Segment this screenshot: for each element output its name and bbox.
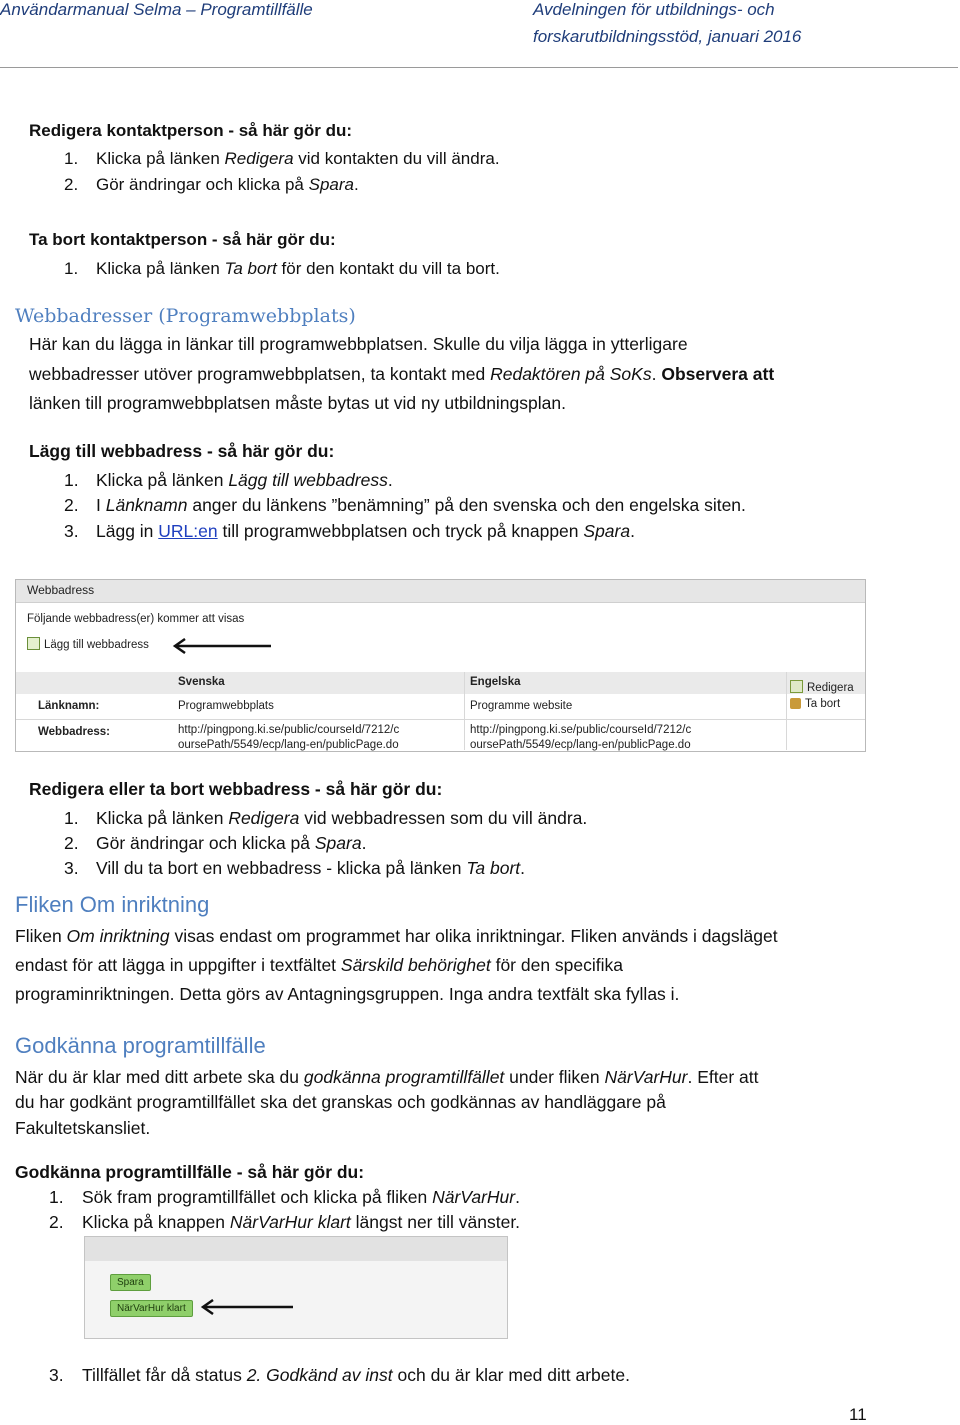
list-item-text: Klicka på knappen NärVarHur klart längst ner till vänster. [82,1212,521,1232]
header-right-line1: Avdelningen för utbildnings- och [533,0,775,19]
narvarhur-screenshot [84,1236,508,1339]
list-item-text: Vill du ta bort en webbadress - klicka på länken Ta bort. [96,858,526,878]
webaddress-sv-line1: http://pingpong.ki.se/public/courseId/7212/c [178,724,400,736]
add-webaddress-heading: Lägg till webbadress - så här gör du: [29,441,335,461]
edit-contact-heading: Redigera kontaktperson - så här gör du: [29,121,353,140]
arrow-icon [171,638,271,654]
approve-line2: du har godkänt programtillfället ska det granskas och godkännas av handläggare på [15,1092,666,1112]
approve-line1: När du är klar med ditt arbete ska du godkänna programtillfället under fliken NärVarHur. Efter att [15,1067,759,1087]
list-item: 1. [49,1187,64,1207]
column-divider [786,672,787,750]
list-item-text: Tillfället får då status 2. Godkänd av inst och du är klar med ditt arbete. [82,1365,630,1385]
delete-contact-heading: Ta bort kontaktperson - så här gör du: [29,230,336,249]
list-item: 1. [64,808,79,828]
webaddresses-intro-line3: länken till programwebbplatsen måste bytas ut vid ny utbildningsplan. [29,393,566,413]
row-label-webaddress: Webbadress: [38,726,111,738]
list-item-text: Klicka på länken Redigera vid kontakten du vill ändra. [96,149,500,168]
list-item: 1. [64,149,79,168]
list-item: 3. [64,858,79,878]
webaddress-screenshot [15,579,866,752]
column-header-swedish: Svenska [178,676,225,688]
add-webaddress-link[interactable]: Lägg till webbadress [27,637,149,651]
list-item: 2. [49,1212,64,1232]
orientation-line3: programinriktningen. Detta görs av Antagningsgruppen. Inga andra textfält ska fyllas i. [15,984,680,1004]
list-item: 2. [64,175,79,194]
table-header [16,672,865,694]
orientation-line2: endast för att lägga in uppgifter i textfältet Särskild behörighet för den specifika [15,955,624,975]
list-item: 3. [64,521,79,541]
webaddress-sv-line2: oursePath/5549/ecp/lang-en/publicPage.do [178,739,399,751]
header-rule [0,67,958,68]
list-item: 3. [49,1365,64,1385]
webaddresses-heading: Webbadresser (Programwebbplats) [15,305,356,327]
save-button[interactable]: Spara [110,1274,151,1291]
edit-icon [790,680,803,693]
arrow-icon [199,1299,293,1315]
delete-icon [790,698,801,709]
list-item-text: Klicka på länken Redigera vid webbadressen som du vill ändra. [96,808,588,828]
orientation-line1: Fliken Om inriktning visas endast om programmet har olika inriktningar. Fliken används i dagsläget [15,926,778,946]
list-item: 2. [64,495,79,515]
approve-steps-heading: Godkänna programtillfälle - så här gör du: [15,1162,365,1182]
column-divider [464,672,465,750]
edit-link[interactable]: Redigera [790,680,854,694]
approve-line3: Fakultetskansliet. [15,1118,151,1138]
list-item: 1. [64,470,79,490]
linkname-sv: Programwebbplats [178,700,274,712]
row-divider [16,719,865,720]
list-item-text: Lägg in URL:en till programwebbplatsen och tryck på knappen Spara. [96,521,635,541]
webaddress-en-line1: http://pingpong.ki.se/public/courseId/7212/c [470,724,692,736]
list-item-text: Klicka på länken Lägg till webbadress. [96,470,393,490]
header-right-line2: forskarutbildningsstöd, januari 2016 [533,27,802,46]
header-left: Användarmanual Selma – Programtillfälle [0,0,313,19]
page-number: 11 [849,1405,867,1424]
column-header-english: Engelska [470,676,521,688]
screenshot-subtitle: Följande webbadress(er) kommer att visas [27,613,245,625]
delete-link[interactable]: Ta bort [790,698,840,710]
webaddress-en-line2: oursePath/5549/ecp/lang-en/publicPage.do [470,739,691,751]
webaddresses-intro-line1: Här kan du lägga in länkar till programwebbplatsen. Skulle du vilja lägga in ytterligare [29,334,688,354]
narvarhur-done-button[interactable]: NärVarHur klart [110,1300,193,1317]
list-item-text: I Länknamn anger du länkens ”benämning” på den svenska och den engelska siten. [96,495,746,515]
webaddresses-intro-line2: webbadresser utöver programwebbplatsen, ta kontakt med Redaktören på SoKs. Observera att [29,364,775,384]
screenshot-title: Webbadress [27,583,95,597]
edit-web-heading: Redigera eller ta bort webbadress - så här gör du: [29,779,443,799]
linkname-en: Programme website [470,700,573,712]
list-item-text: Gör ändringar och klicka på Spara. [96,175,359,194]
list-item: 1. [64,259,79,278]
list-item-text: Klicka på länken Ta bort för den kontakt du vill ta bort. [96,259,500,278]
approve-heading: Godkänna programtillfälle [15,1033,266,1058]
list-item: 2. [64,833,79,853]
list-item-text: Sök fram programtillfället och klicka på fliken NärVarHur. [82,1187,520,1207]
screenshot-title-bar [16,580,865,603]
url-link[interactable]: URL:en [158,521,218,541]
add-icon [27,637,40,650]
list-item-text: Gör ändringar och klicka på Spara. [96,833,367,853]
row-label-linkname: Länknamn: [38,700,100,712]
screenshot-title-bar [85,1237,507,1261]
orientation-heading: Fliken Om inriktning [15,892,210,917]
